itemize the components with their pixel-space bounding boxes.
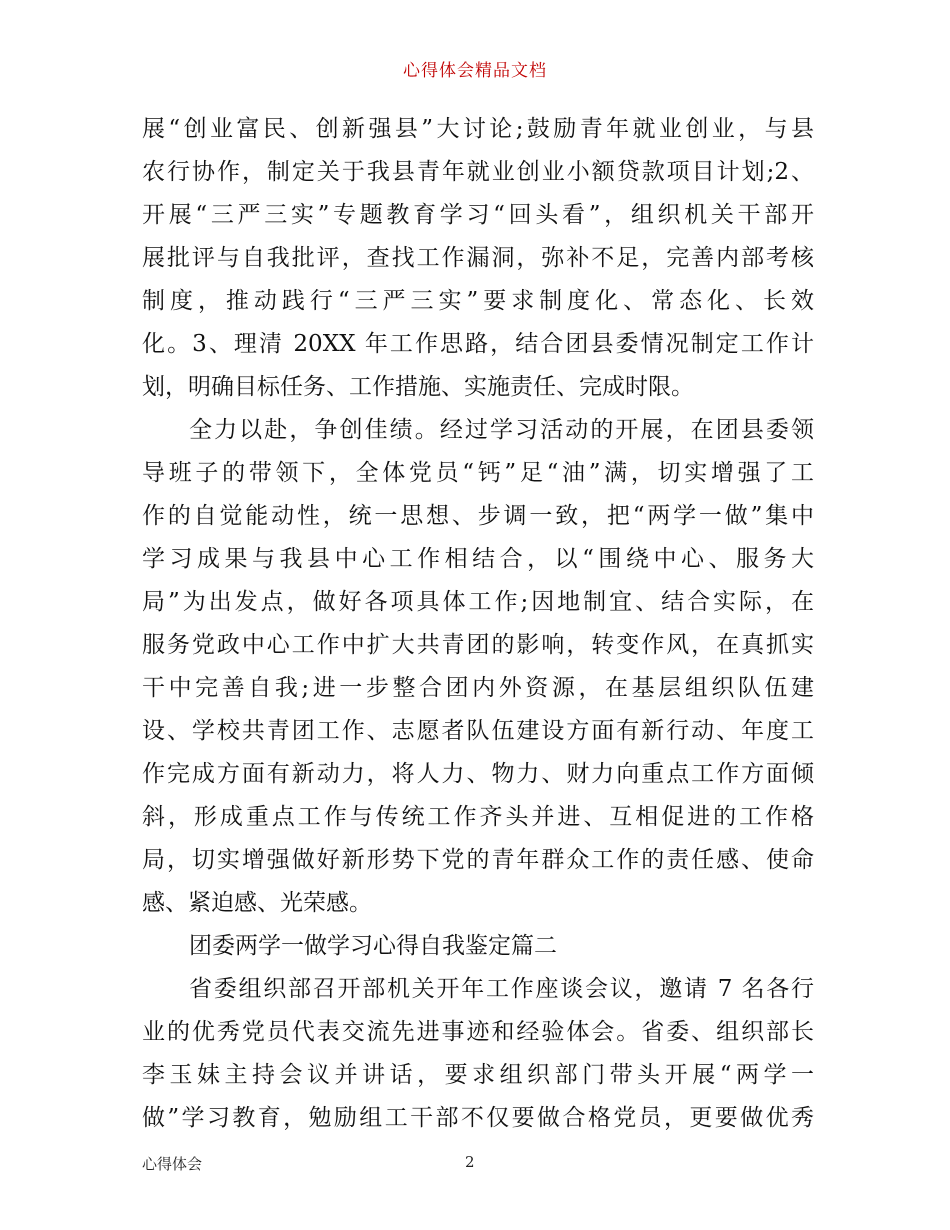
text-line: 感、紧迫感、光荣感。: [142, 890, 372, 916]
text-line: 服务党政中心工作中扩大共青团的影响，转变作风，在真抓实: [142, 632, 814, 658]
text-line: 展批评与自我批评，查找工作漏洞，弥补不足，完善内部考核: [142, 245, 814, 271]
text-line: 设、学校共青团工作、志愿者队伍建设方面有新行动、年度工: [142, 718, 814, 744]
text-line: 制度，推动践行“三严三实”要求制度化、常态化、长效: [142, 288, 814, 314]
text-line: 局”为出发点，做好各项具体工作;因地制宜、结合实际，在: [142, 589, 814, 615]
text-line: 农行协作，制定关于我县青年就业创业小额贷款项目计划;2、: [142, 159, 814, 185]
text-line: 斜，形成重点工作与传统工作齐头并进、互相促进的工作格: [142, 804, 814, 830]
text-line: 作完成方面有新动力，将人力、物力、财力向重点工作方面倾: [142, 761, 814, 787]
footer-label: 心得体会: [142, 1155, 203, 1173]
text-line: 局，切实增强做好新形势下党的青年群众工作的责任感、使命: [142, 847, 814, 873]
text-line: 李玉妹主持会议并讲话，要求组织部门带头开展“两学一: [142, 1062, 814, 1088]
text-line: 作的自觉能动性，统一思想、步调一致，把“两学一做”集中: [142, 503, 814, 529]
text-line: 开展“三严三实”专题教育学习“回头看”，组织机关干部开: [142, 202, 814, 228]
text-line: 导班子的带领下，全体党员“钙”足“油”满，切实增强了工: [142, 460, 814, 486]
page-header-title: 心得体会精品文档: [403, 61, 547, 81]
text-line: 团委两学一做学习心得自我鉴定篇二: [189, 933, 557, 959]
text-line: 做”学习教育，勉励组工干部不仅要做合格党员，更要做优秀: [142, 1105, 814, 1131]
document-body: [142, 108, 814, 1140]
text-line: 化。3、理清 20XX 年工作思路，结合团县委情况制定工作计: [142, 331, 814, 357]
text-line: 干中完善自我;进一步整合团内外资源，在基层组织队伍建: [142, 675, 814, 701]
text-line: 展“创业富民、创新强县”大讨论;鼓励青年就业创业，与县: [142, 116, 814, 142]
text-line: 业的优秀党员代表交流先进事迹和经验体会。省委、组织部长: [142, 1019, 814, 1045]
text-line: 划，明确目标任务、工作措施、实施责任、完成时限。: [142, 374, 694, 400]
text-line: 全力以赴，争创佳绩。经过学习活动的开展，在团县委领: [189, 417, 814, 443]
page-number: 2: [465, 1153, 475, 1171]
text-line: 学习成果与我县中心工作相结合，以“围绕中心、服务大: [142, 546, 814, 572]
text-line: 省委组织部召开部机关开年工作座谈会议，邀请 7 名各行: [189, 976, 814, 1002]
